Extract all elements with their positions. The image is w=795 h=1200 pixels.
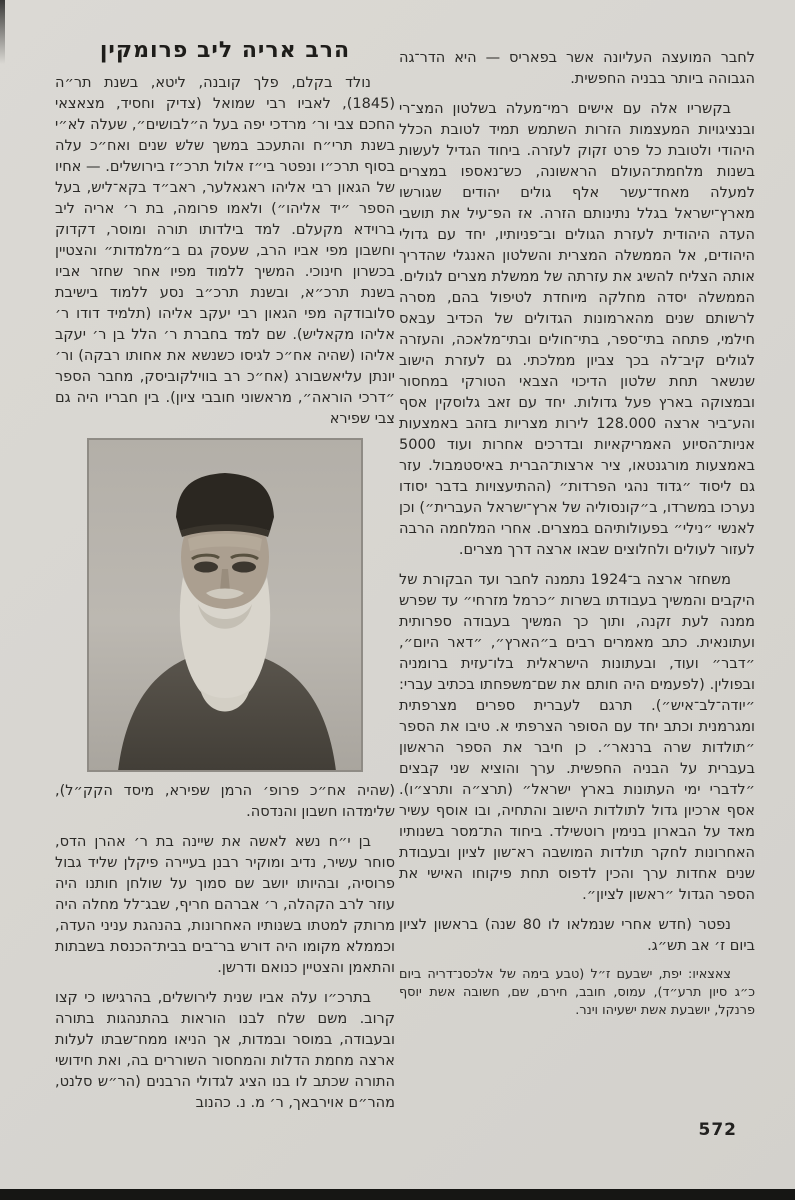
scan-edge-artifact — [0, 0, 5, 64]
paragraph: משחזר ארצה ב־1924 נתמנה לחבר ועד הבקורת של היקבים והמשיך בעבודתו בשרות ״כרמל מזרחי״ עד שפרש ממנה לעת זקנה, ותוך כך המשיך בעבודה ספרותית ועתונאית. כתב מאמרים רבים ב״הארץ״, ״דאר היום״, ״דבר״ ועוד, ובעתונות הישראלית בלו־עזית ברומניה ובפולין. (לפעמים היה חותם את שם־משפחתו בכתיב עברי: ״יודה־לב־איש״). תרגם לעברית ספרים מצרפתית ומגרמנית וכתב יחד עם הסופר הצרפתי א. טיבו את הספר ״תולדות שרה ברנאר״. כן חיבר את הספר הראשון בעברית על הבניה החפשית. ערך והוציא שני קבצים ״לדברי ימי העתונות בארץ ישראל״ (תרצ״ה ותרצ״ו). אסף ארכיון גדול לתולדות הישוב והתחיה, ובו אוסף עשיר מאד על הבארון בנימין רוטשילד. ביחוד הת־מסר בשנותיו האחרונות לחקר תולדות המושבה רא־שון לציון ובעבודת שנים אחדות ערך והכין לדפוס תחת פיקוחו האישי את הספר הגדול ״ראשון לציון״. — [399, 572, 755, 903]
portrait-photo-drawing — [88, 439, 362, 771]
page-number: 572 — [698, 1120, 737, 1140]
photo-continuation-paragraph: (שהיה אח״כ פרופ׳ הרמן שפירא, מיסד הקק״ל), שלימדהו חשבון והנדסה. — [55, 783, 395, 820]
portrait-photo — [88, 439, 362, 771]
scan-bottom-band-artifact — [0, 1189, 795, 1200]
death-note-paragraph: נפטר (חדש אחרי שנמלאו לו 80 שנה) בראשון לציון ביום ז׳ אב תש״ג. — [399, 917, 755, 954]
paragraph: נולד בקלם, פלך קובנה, ליטא, בשנת תר״ה (1845), לאביו רבי שמואל (צדיק וחסיד, מצאצאי החכם צבי ור׳ מרדכי יפה בעל ה״לבושים״, שעלה לא״י בשנת תרי״ח והתעכב במשך שלש שנים ואח״כ עלה בסוף תרכ״ו ונפטר בי״ז אלול תרכ״ז בירושלים. — אחיו של הגאון רבי אליהו ראגאלער, ראב״ד בקא־ליש, בעל הספר ״יד אליהו״) ולאמו פרומה, בת ר׳ אריה ליב ברוידא מקעלם. למד בילדותו תורה ומוסר, דקדוק וחשבון מפי אביו הרב, שעסק גם ב״מלמדות״ והצטיין בכשרון חינוכי. המשיך ללמוד מפיו אחר שחזר אביו בשנת תרכ״א, ובשנת תרכ״ב נסע ללמוד בישיבת סלובודקה מפי הגאון רבי יעקב אליהו (תלמיד דודו ר׳ אליהו מקאליש). שם למד בחברת ר׳ הלל בן ר׳ יעקב אליהו (שהיה אח״כ לגיסו כשנשא את אחותו רבקה) ור׳ יונתן עליאשבורג (אח״כ רב בווילקוביסק, מחבר הספר ״דרכי הוראה״, מראשוני חובבי ציון). בין חבריו היה גם צבי שפירא — [55, 75, 395, 427]
right-column — [399, 48, 755, 1029]
paragraph: בתרכ״ו עלה אביו שנית לירושלים, בהרגישו כי קצו קרוב. משם שלח לבנו הוראות בהתנהגות בתורה ובעבודה, במוסר ובמדות, אך הניאו ממח־שבתו לעלות ארצה מחמת הדלות והמחסור השוררים בה, ואת חידושי התורה שכתב לו בנו הציג לגדולי הרבנים (הר״ש סלנט, מהר״ם אוירבאך, ר׳ מ. נ. כהנוב — [55, 990, 395, 1111]
entry-title: הרב אריה ליב פרומקין — [99, 38, 351, 63]
paragraph: לחבר המועצה העליונה אשר בפאריס — היא הדר־גה הגבוהה ביותר בבניה החפשית. — [399, 50, 755, 87]
descendants-paragraph: צאצאיו: יפת, ישבעם ז״ל (טבע בימה של אלכסנ־דריה ביום כ״ג סיון תרע״ד), עמוס, חובב, חירם, שם, חשובה אשת יוסף פרנקל, יושבעת אשת ישעיהו וינר. — [399, 967, 755, 1018]
paragraph: בקשריו אלה עם אישים רמי־מעלה בשלטון המצ־רי ובנציגויות המעצמות הזרות השתמש תמיד לטובת הכלל היהודי ולטובת כל פרט זקוק לעזרה. ביחוד הגדיל לעשות בשנות מלחמת־העולם הראשונה, כש־נאספו במצרים למעלה מאחד־עשר אלף גולים יהודים שגורשו מארץ־ישראל בגלל נתינותם הזרה. אז הפ־עיל את תושבי העדה היהודית לעזרת הגולים וב־פניותיו, יחד עם גדולי היהודים, אל הממשלה המצרית והשלטון האנגלי שהדריך אותה הצליח להשיג את עזרתה של ממשלת מצרים לגולים. הממשלה יסדה מחלקה מיוחדת לטיפול בהם, מסרה לרשותם שנים מהארמונות הגדולים של הכדיב עבאס חילמי, פתחה בתי־ספר, בתי־חולים ובתי־מלאכה, והעזרה לגולים קיב־לה בכך צביון ממלכתי. גם לעזרת הישוב שנשאר תחת שלטון הדיכוי הצבאי הטורקי במחסור ובמצוקה בארץ פעל גדולות. יחד עם זאב גלוסקין אסף והע־ביר ארצה 128.000 לירות מצריות בזהב באמצעות אניות־הסיוע האמריקאיות ובדרכים אחרות ועוד 5000 באמצעות מורגנטאו, ציר ארצות־הברית באיסטמבול. עזר גם ליסוד ״גדוד נהגי הפרדות״ (ההתיעצויות בדבר יסודו נערכו במשרדו, ב״קונסוליה של ארץ־ישראל העברית״) וכן לאנשי ״נילי״ בפעולותיהם במצרים. אחרי המלחמה הרבה לעזור לעולים ולחלוצים שבאו ארצה דרך מצרים. — [399, 101, 755, 558]
left-column — [55, 40, 395, 1123]
paragraph: בן י״ח נשא לאשה את שיינה בת ר׳ אהרן הדס, סוחר עשיר, נדיב ומוקיר רבנן בעיירה פיקלן שליד גבול פרוסיה, ובהיותו יושב שם סמוך על שולחן חותנו היה עוזר לרב הקהלה, ר׳ אברהם חריף, שבג־לל מחלה היה מרותק למטתו בשנותיו האחרונות, בהנהגת עניני העדה, וכממלא מקומו היה דורש בר־בים בבית־הכנסת בשבתות והתאמן והצטיין כנואם ודרשן. — [55, 834, 395, 976]
